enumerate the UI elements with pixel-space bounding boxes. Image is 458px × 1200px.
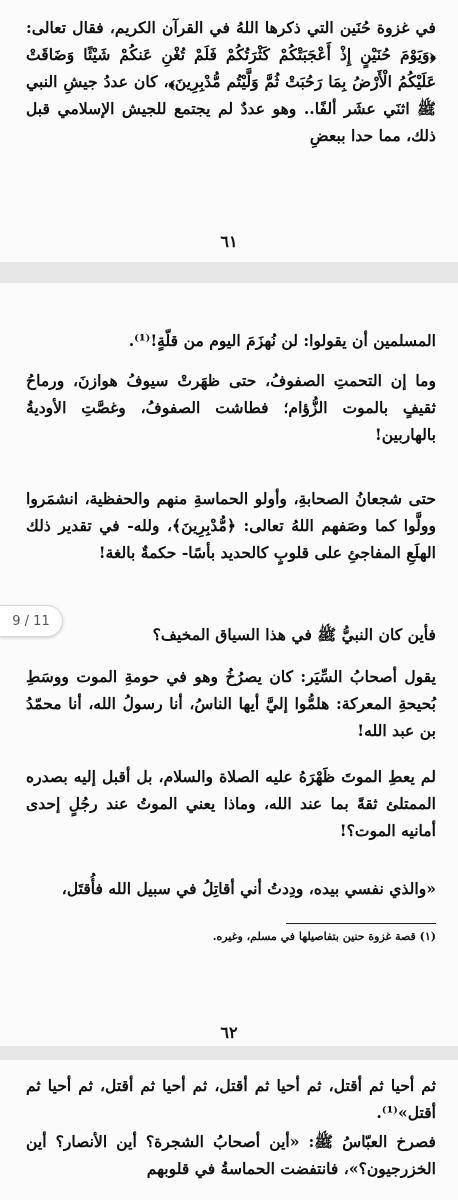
paragraph-brave-companions: حتى شجعانُ الصحابةِ، وأولو الحماسةِ منهم والحفظية، انشمَروا وولَّوا كما وصَفهم اللهُ تعالى: ﴿مُّدْبِرِينَ﴾، ولله- في تقدير ذلك الهلَعِ المفاجئِ على قلوبٍ كالحديد بأسًا- حكمةٌ بالغة! [26, 489, 436, 562]
footnote: (١) قصة غزوة حنين بتفاصيلها في مسلم، وغيره. [212, 930, 436, 943]
paragraph-hadith-start: «والذي نفسي بيده، ودِدتُ أني أقاتِلُ في سبيل الله فأُقتَل، [61, 879, 436, 898]
paragraph-hadith-continued: ثم أحيا ثم أقتل، ثم أحيا ثم أقتل، ثم أحيا ثم أقتل، ثم أحيا ثم أقتل»⁽¹⁾. [26, 1076, 436, 1122]
paragraph-abbas-cried: فصرخ العبّاسُ ﷺ: «أين أصحابُ الشجرة؟ أين الأنصار؟ أين الخزرجيون؟»، فانتفضت الحماسةُ في قلوبهم [26, 1132, 436, 1178]
paragraph-where-was-prophet: فأين كان النبيُّ ﷺ في هذا السياق المخيف؟ [152, 625, 436, 644]
image-counter-badge[interactable]: 9 / 11 [0, 605, 63, 637]
paragraph-biographers-say: يقول أصحابُ السِّيَر: كان يصرُخُ وهو في حومةِ الموت ووسَطِ بُحيحةِ المعركة: هلمُّوا إليَّ أيها الناسُ، أنا رسولُ الله، أنا محمّدُ بن عبد الله! [26, 667, 436, 740]
paragraph-muslims-said: المسلمين أن يقولوا: لن نُهزَمَ اليوم من قلّةٍ!⁽¹⁾. [128, 331, 436, 350]
paragraph-did-not-turn: لم يعطِ الموتَ ظَهْرَهُ عليه الصلاة والسلام، بل أقبل إليه بصدره الممتلئ ثقةً بما عند الله، وماذا يعني الموتُ عند رجُلٍ إحدى أمانيه الموت؟! [26, 767, 436, 840]
book-page-61 [0, 0, 458, 262]
paragraph-ranks-clashed: وما إن التحمتِ الصفوفُ، حتى ظهَرتْ سيوفُ هوازنَ، ورماحُ ثقيفٍ بالموت الزُّؤام؛ فطاشت الصفوفُ، وغصَّتِ الأوديةُ بالهاربين! [26, 371, 436, 444]
page-number: ٦١ [220, 232, 238, 251]
paragraph-hunayn-intro: في غزوة حُنَين التي ذكرها اللهُ في القرآن الكريم، فقال تعالى: ﴿وَيَوْمَ حُنَيْنٍ إِذْ أَعْجَبَتْكُمْ كَثْرَتُكُمْ فَلَمْ تُغْنِ عَنكُمْ شَيْئًا وَضَاقَتْ عَلَيْكُمُ الْأَرْضُ بِمَا رَحُبَتْ ثُمَّ وَلَّيْتُم مُّدْبِرِينَ﴾، كان عددُ جيشِ النبي ﷺ اثنَي عشَر ألفًا.. وهو عددٌ لم يجتمع للجيش الإسلامي قبل ذلك، مما حدا ببعضِ [26, 18, 436, 145]
footnote-divider [286, 923, 436, 924]
book-page-63 [0, 1060, 458, 1200]
book-page-62 [0, 283, 458, 1046]
page-number: ٦٢ [220, 1023, 238, 1042]
